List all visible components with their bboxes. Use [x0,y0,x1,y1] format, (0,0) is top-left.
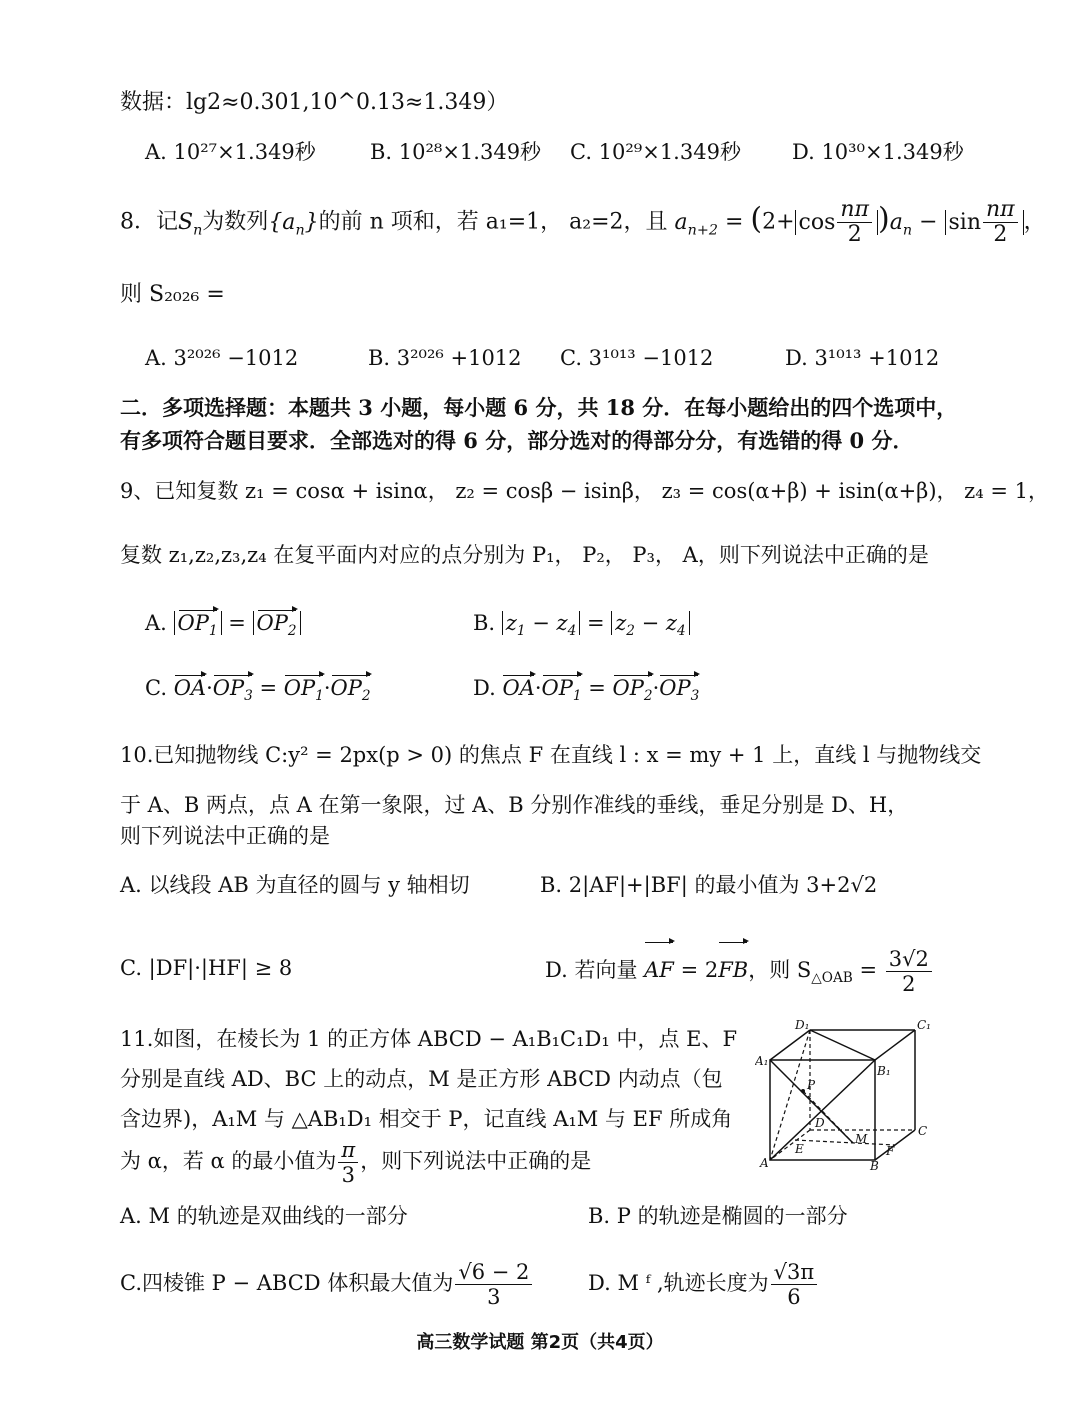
q10-line1: 10.已知抛物线 C:y² = 2px(p > 0) 的焦点 F 在直线 l : x = my + 1 上，直线 l 与抛物线交 [120,743,982,767]
q10-option-b: B. 2|AF|+|BF| 的最小值为 3+2√2 [540,873,878,897]
page-footer: 高三数学试题 第2页（共4页） [416,1332,664,1353]
q7-option-b: B. 10²⁸×1.349秒 [370,140,542,164]
q8-option-a: A. 3²⁰²⁶ −1012 [145,346,299,370]
label-f: F [886,1144,895,1158]
cube-figure [755,1015,935,1175]
label-c1: C₁ [917,1018,931,1032]
q9-line2: 复数 z₁,z₂,z₃,z₄ 在复平面内对应的点分别为 P₁， P₂， P₃， A，则下列说法中正确的是 [120,543,929,567]
q11-option-a: A. M 的轨迹是双曲线的一部分 [120,1204,408,1228]
q8-then: 则 S₂₀₂₆ = [120,282,225,307]
label-d1: D₁ [795,1018,810,1032]
q10-line2: 于 A、B 两点，点 A 在第一象限，过 A、B 分别作准线的垂线，垂足分别是 D、H， [120,793,909,817]
q11-line1: 11.如图，在棱长为 1 的正方体 ABCD − A₁B₁C₁D₁ 中，点 E、F [120,1027,738,1051]
q11-option-d: D. M ᶠ ,轨迹长度为 $\frac{√3\pi}{6}$ [588,1253,819,1313]
label-d: D [815,1116,825,1130]
label-b: B [870,1159,879,1173]
q10-option-d: D. 若向量 AF = 2FB，则 $S_{\triangle OAB}$ = $\frac{3√2}{2}$ [545,940,934,1008]
q8-option-c: C. 3¹⁰¹³ −1012 [560,346,714,370]
q11-line4: 为 α，若 α 的最小值为 $\frac{\pi}{3}$ ，则下列说法中正确的是 [120,1138,592,1187]
q8-option-d: D. 3¹⁰¹³ +1012 [785,346,940,370]
q8-prefix: 8．记 [120,209,178,235]
q11-option-c: C.四棱锥 P − ABCD 体积最大值为 $\frac{√6 - 2}{3}$ [120,1253,534,1313]
q10-option-a: A. 以线段 AB 为直径的圆与 y 轴相切 [120,873,470,897]
q7-option-c: C. 10²⁹×1.349秒 [570,140,741,164]
q8-option-b: B. 3²⁰²⁶ +1012 [368,346,522,370]
label-m: M [855,1132,868,1146]
q9-line1: 9、已知复数 z₁ = cosα + isinα， z₂ = cosβ − isinβ， z₃ = cos(α+β) + isin(α+β)， z₄ = 1， [120,479,1049,503]
q9-option-d: D. $OA\cdot OP_1 = OP_2\cdot OP_3$ [473,673,699,711]
q9-option-c: C. $OA\cdot OP_3 = OP_1\cdot OP_2$ [145,673,371,711]
q7-option-a: A. 10²⁷×1.349秒 [145,140,316,164]
label-p: P [807,1078,816,1092]
q11-line3: 含边界)，A₁M 与 △AB₁D₁ 相交于 P，记直线 A₁M 与 EF 所成角 [120,1107,733,1131]
label-b1: B₁ [877,1064,891,1078]
point-p [801,1089,805,1093]
section2-line2: 有多项符合题目要求．全部选对的得 6 分，部分选对的得部分分，有选错的得 0 分． [120,428,914,453]
q8-stem: 8．记$S_n$为数列$\{a_n\}$的前 n 项和，若 a₁=1， a₂=2，且 $a_{n+2} = (2+ \cos$ $\frac{n\pi}{2}$ )$a_n - \sin$ $\frac{n\pi}{2}$ ， [120,197,1046,247]
label-e: E [795,1142,804,1156]
label-c: C [918,1124,928,1138]
q8-mid: 为数列 [202,209,269,235]
section2-line1: 二．多项选择题：本题共 3 小题，每小题 6 分，共 18 分．在每小题给出的四个选项中， [120,395,958,420]
q9-option-b: B. $z_1 - z_4 = z_2 - z_4$ [473,608,690,646]
label-a1: A₁ [755,1054,769,1068]
q7-option-d: D. 10³⁰×1.349秒 [792,140,964,164]
q9-option-a: A. $OP_1 = OP_2$ [145,608,301,646]
label-a: A [760,1156,769,1170]
q10-option-c: C. |DF|·|HF| ≥ 8 [120,956,293,980]
q11-option-b: B. P 的轨迹是椭圆的一部分 [588,1204,848,1228]
q11-line2: 分别是直线 AD、BC 上的动点，M 是正方形 ABCD 内动点（包 [120,1067,723,1091]
q8-rest: 的前 n 项和，若 a₁=1， a₂=2，且 [318,209,668,235]
data-note: 数据：lg2≈0.301,10^0.13≈1.349） [120,90,509,115]
q10-line3: 则下列说法中正确的是 [120,824,330,848]
